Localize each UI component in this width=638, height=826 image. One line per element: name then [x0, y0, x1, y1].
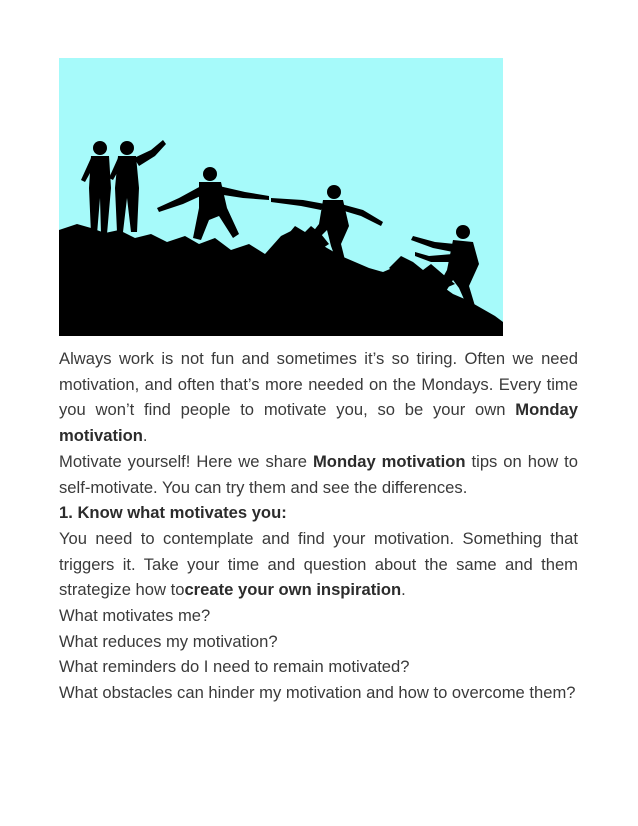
hero-image [59, 58, 503, 336]
tips-bold-monday-motivation: Monday motivation [312, 451, 466, 471]
contemplate-text-end: . [401, 580, 406, 600]
intro-bold-monday-motivation: Monday motivation [59, 400, 578, 446]
question-item: What obstacles can hinder my motivation and how to overcome them? [59, 683, 576, 703]
intro-paragraph [59, 346, 578, 449]
intro-text-end: . [142, 426, 148, 446]
tips-text-end: tips on how to self-motivate. You can try them and see the differences. [59, 451, 578, 497]
silhouette-people-climbing-icon [59, 58, 503, 336]
question-item: What motivates me? [59, 606, 211, 626]
article-body [59, 346, 578, 706]
contemplate-text: You need to contemplate and find your motivation. Something that triggers it. Take your time and question about the same and them strategize how to [59, 528, 578, 600]
contemplate-paragraph [59, 526, 578, 603]
intro-text: Always work is not fun and sometimes it’s so tiring. Often we need motivation, and often that’s more needed on the Mondays. Every time you won’t find people to motivate you, so be your own [59, 349, 578, 420]
tips-text: Motivate yourself! Here we share [59, 451, 313, 471]
question-item: What reduces my motivation? [59, 631, 278, 651]
question-item: What reminders do I need to remain motivated? [59, 657, 410, 677]
section-heading: 1. Know what motivates you: [59, 503, 287, 523]
contemplate-bold-inspiration: create your own inspiration [184, 580, 402, 600]
tips-paragraph [59, 449, 578, 500]
